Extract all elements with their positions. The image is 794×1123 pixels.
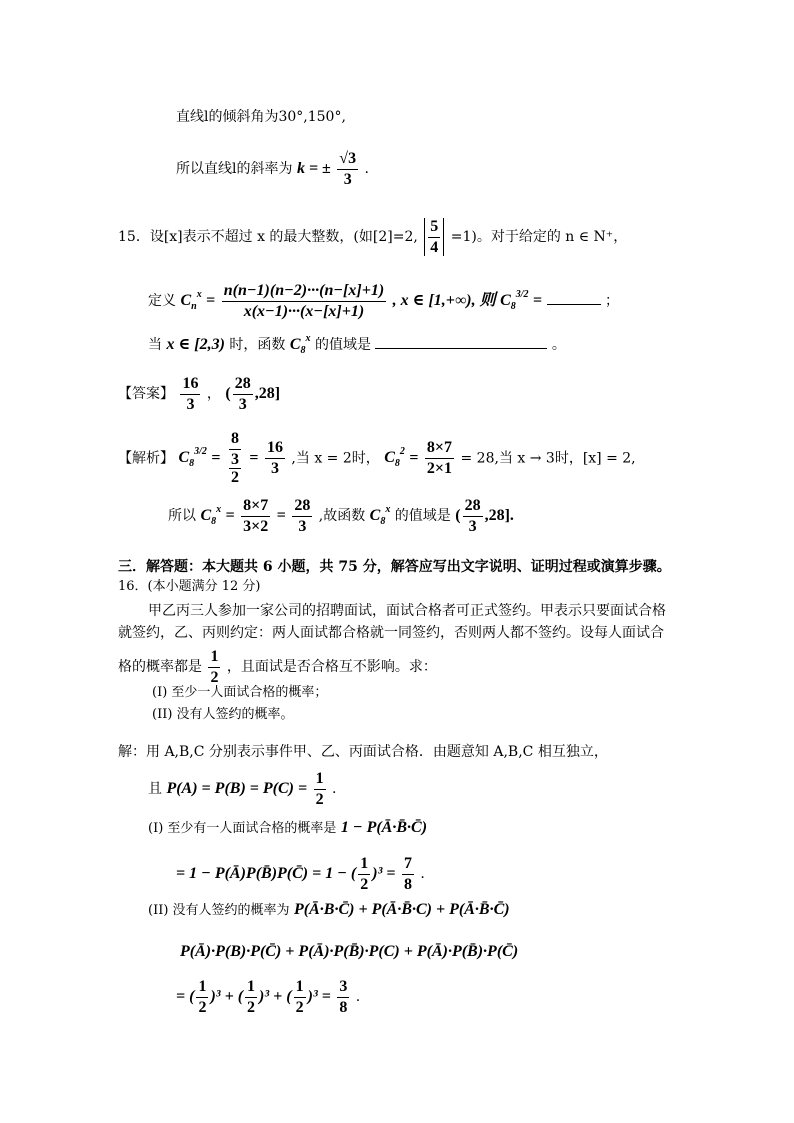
question-15 (118, 218, 627, 256)
line-text: 15．设[x]表示不超过 x 的最大整数，(如[2]=2, (118, 229, 418, 246)
combination-symbol: $C_n^x$ (180, 289, 202, 313)
math-expr: )³ + ( (210, 988, 244, 1006)
math-expr: )³ = (307, 988, 331, 1006)
line-text: (II) 没有人签约的概率为 (148, 903, 290, 918)
punct: . (420, 866, 425, 883)
fraction (425, 439, 454, 477)
line-text: 直线l的倾斜角为30°,150°, (176, 109, 346, 125)
fraction (358, 855, 370, 893)
math-expr: )³ = (372, 865, 396, 883)
line-text: (I) 至少有一人面试合格的概率是 (148, 821, 337, 836)
section-heading-text: 三．解答题：本大题共 6 小题，共 75 分，解答应写出文字说明、证明过程或演算步骤。 (118, 559, 671, 575)
denominator: 3×2 (243, 517, 269, 535)
denominator: x(x−1)···(x−[x]+1) (243, 302, 365, 320)
numerator: 3 (337, 978, 349, 998)
fraction (241, 497, 270, 535)
combination-symbol: $C_8^2$ (384, 446, 405, 470)
math-expr: , x ∈ [1,+∞), 则 (392, 292, 496, 310)
denominator: 3 (238, 395, 247, 413)
solution-math (176, 978, 360, 1016)
math-expr: = ( (176, 988, 195, 1006)
equals: = (211, 449, 221, 467)
solution-math (176, 855, 425, 893)
line-text: =1)。对于给定的 n ∈ N⁺， (450, 229, 628, 246)
line-text: 所以 (168, 508, 196, 525)
combination-symbol: $C_8^{3/2}$ (178, 446, 207, 470)
line-text: 所以直线l的斜率为 (176, 161, 293, 178)
math-expr: k = ± (296, 160, 331, 178)
math-expr: )³ + ( (259, 988, 292, 1006)
punct: . (355, 989, 361, 1006)
fraction (265, 439, 285, 477)
denominator: 2 (198, 998, 207, 1016)
solution-math (148, 820, 427, 836)
numerator: 1 (294, 978, 306, 998)
solution-math (148, 770, 336, 808)
when-line (148, 333, 566, 356)
numerator: 28 (292, 497, 312, 517)
fraction (292, 497, 312, 535)
numerator: 1 (314, 770, 326, 790)
paren: ( (455, 507, 461, 525)
numerator: 5 (428, 218, 440, 238)
combination-symbol: $C_8^x$ (200, 504, 222, 528)
denominator: 4 (430, 238, 439, 256)
math-expr: P(Ā·B·C̄) + P(Ā·B̄·C) + P(Ā·B̄·C̄) (294, 901, 510, 918)
sub-question (152, 708, 294, 721)
solution-text-line: 解：用 A,B,C 分别表示事件甲、乙、丙面试合格．由题意知 A,B,C 相互独立， (118, 744, 608, 760)
denominator: 3 (298, 517, 307, 535)
line-text: 的值域是 (394, 508, 451, 525)
denominator: 3 (186, 395, 195, 413)
equals: = (532, 292, 543, 310)
fraction (227, 430, 243, 487)
equals: = (409, 449, 419, 467)
fraction (337, 978, 349, 1016)
line-text: = 28,当 x → 3时，[x] = 2, (460, 450, 636, 467)
fraction (463, 497, 483, 535)
fraction (337, 150, 358, 188)
numerator: 7 (402, 855, 414, 875)
line-text: 当 (148, 337, 162, 353)
math-expr: ,28] (254, 385, 281, 403)
punct: . (364, 161, 369, 178)
paragraph-line (148, 604, 666, 618)
line-text: ,当 x = 2时， (291, 450, 380, 467)
bracket-fraction (424, 218, 444, 256)
combination-symbol: $C_8^x$ (369, 504, 391, 528)
solution-math (180, 944, 518, 960)
answer-blank (375, 348, 547, 349)
denominator: 2 (247, 998, 256, 1016)
fraction (196, 978, 208, 1016)
math-expr: 1 − P(Ā·B̄·C̄) (340, 819, 428, 836)
fraction (222, 282, 386, 320)
paragraph-line (118, 648, 437, 686)
solution-text (118, 745, 608, 759)
numerator: 1 (196, 978, 208, 998)
numerator: 16 (265, 439, 285, 459)
numerator: 8×7 (241, 497, 270, 517)
line-text: 且 (148, 781, 162, 798)
answer-line (118, 375, 280, 413)
fraction (180, 375, 200, 413)
solution-line (118, 430, 636, 487)
fraction (245, 978, 257, 1016)
equals: = (249, 449, 259, 467)
denominator: 3 (270, 459, 279, 477)
numerator: 16 (180, 375, 200, 395)
solution-label: 【解析】 (118, 450, 174, 467)
question-16-text: 16．(本小题满分 12 分) (118, 579, 261, 594)
paragraph-text: 就签约，乙、丙则约定：两人面试都合格就一同签约，否则两人都不签约。设每人面试合 (118, 625, 664, 641)
conclusion-line (168, 497, 514, 535)
equals: = (225, 507, 235, 525)
denominator: 8 (403, 875, 412, 893)
punct: . (332, 781, 337, 798)
numerator: 1 (245, 978, 257, 998)
sub-question-text: (I) 至少一人面试合格的概率； (152, 685, 328, 700)
sub-question-text: (II) 没有人签约的概率。 (152, 707, 294, 722)
paragraph-text: 格的概率都是 (118, 659, 202, 676)
line-text: 时，函数 (229, 337, 286, 353)
solution-math (148, 902, 510, 918)
math-expr: = 1 − P(Ā)P(B̄)P(C̄) = 1 − ( (176, 865, 357, 883)
paren: ( (225, 385, 231, 403)
fraction (208, 648, 220, 686)
fraction (233, 375, 253, 413)
answer-blank (547, 304, 601, 305)
definition-line: 定义 $C_n^x$ = $\frac{n(n-1)(n-2)\cdot\cdot\cdot(n-[x]+1)}{x(x-1)\cdot\cdot\cdot(x-[x]+1)}$ , x ∈ [1,+∞), 则 $C_8^{3/2}$ = ； (148, 282, 620, 320)
punct: 。 (551, 337, 566, 353)
math-expr: ,28]. (484, 507, 514, 525)
text-line (176, 110, 346, 124)
fraction (314, 770, 326, 808)
numerator: 28 (233, 375, 253, 395)
numerator: √3 (337, 150, 358, 170)
denominator: 2×1 (426, 459, 453, 477)
paragraph-text: ，且面试是否合格互不影响。求： (226, 659, 437, 676)
numerator: 8×7 (425, 439, 454, 459)
paragraph-text: 甲乙丙三人参加一家公司的招聘面试，面试合格者可正式签约。甲表示只要面试合格 (148, 603, 666, 619)
text-line (176, 150, 369, 188)
sub-question (152, 686, 327, 699)
punct: ， (206, 386, 221, 403)
math-expr: P(A) = P(B) = P(C) = (166, 780, 308, 798)
line-text: ,故函数 (318, 508, 366, 525)
numerator: n(n−1)(n−2)···(n−[x]+1) (222, 282, 386, 302)
denominator: 3 (468, 517, 477, 535)
denominator: 8 (339, 998, 348, 1016)
fraction (402, 855, 414, 893)
numerator: 1 (208, 648, 220, 668)
fraction (294, 978, 306, 1016)
question-16-header (118, 580, 261, 593)
numerator: 28 (463, 497, 483, 517)
denominator: 3 2 (230, 450, 239, 487)
math-expr: P(Ā)·P(B)·P(C̄) + P(Ā)·P(B̄)·P(C) + P(Ā)·P(B̄)·P(C̄) (180, 943, 519, 960)
combination-symbol: $C_8^{3/2}$ (500, 289, 529, 313)
denominator: 2 (210, 668, 219, 686)
punct: ； (605, 293, 620, 310)
denominator: 3 (343, 170, 352, 188)
line-text: 定义 (148, 293, 176, 310)
section-heading (118, 560, 671, 574)
math-expr: x ∈ [2,3) (166, 336, 225, 353)
paragraph-line (118, 626, 664, 640)
denominator: 2 (295, 998, 304, 1016)
numerator: 1 (358, 855, 370, 875)
line-text: 的值域是 (314, 337, 371, 353)
denominator: 2 (360, 875, 369, 893)
combination-symbol: $C_8^x$ (289, 333, 311, 356)
equals: = (276, 507, 286, 525)
answer-label: 【答案】 (118, 386, 174, 403)
denominator: 2 (315, 790, 324, 808)
numerator: 8 (229, 430, 241, 450)
